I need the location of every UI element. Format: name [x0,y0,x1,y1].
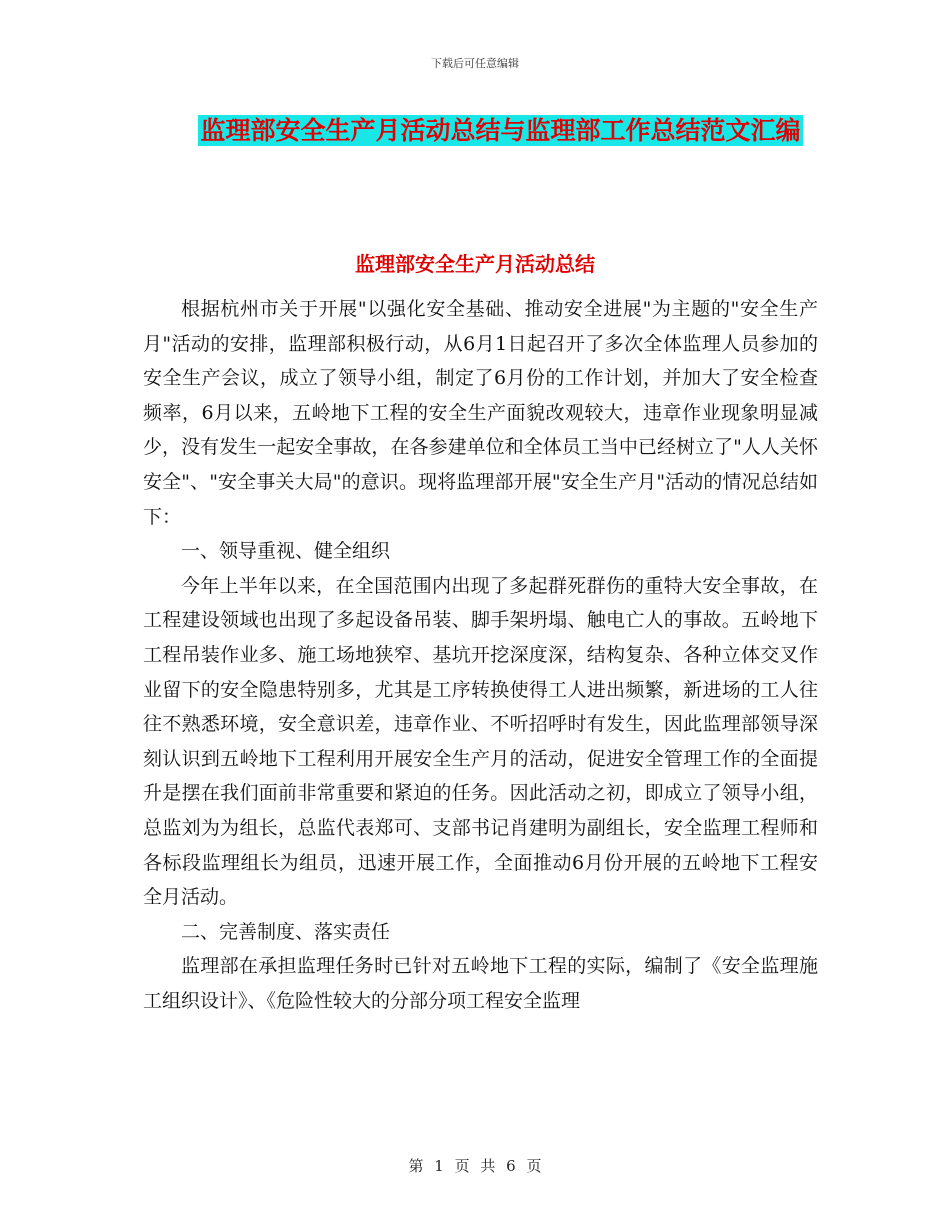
document-title-text: 监理部安全生产月活动总结与监理部工作总结范文汇编 [200,116,801,145]
page-header-note: 下载后可任意编辑 [431,57,519,70]
document-title [188,110,813,152]
section-title: 监理部安全生产月活动总结 [355,252,595,276]
document-body [143,292,818,1018]
heading-1: 一、领导重视、健全组织 [181,540,391,563]
paragraph-1: 今年上半年以来，在全国范围内出现了多起群死群伤的重特大安全事故，在工程建设领域也出现了多起设备吊装、脚手架坍塌、触电亡人的事故。五岭地下工程吊装作业多、施工场地狭窄、基坑开挖深度深，结构复杂、各种立体交叉作业留下的安全隐患特别多，尤其是工序转换使得工人进出频繁，新进场的工人往往不熟悉环境，安全意识差，违章作业、不听招呼时有发生，因此监理部领导深刻认识到五岭地下工程利用开展安全生产月的活动，促进安全管理工作的全面提升是摆在我们面前非常重要和紧迫的任务。因此活动之初，即成立了领导小组，总监刘为为组长，总监代表郑可、支部书记肖建明为副组长，安全监理工程师和各标段监理组长为组员，迅速开展工作，全面推动6月份开展的五岭地下工程安全月活动。 [143,574,818,909]
paragraph-2: 监理部在承担监理任务时已针对五岭地下工程的实际，编制了《安全监理施工组织设计》、《危险性较大的分部分项工程安全监理 [143,955,818,1012]
paragraph-intro: 根据杭州市关于开展"以强化安全基础、推动安全进展"为主题的"安全生产月"活动的安排，监理部积极行动，从6月1日起召开了多次全体监理人员参加的安全生产会议，成立了领导小组，制定了6月份的工作计划，并加大了安全检查频率，6月以来，五岭地下工程的安全生产面貌改观较大，违章作业现象明显减少，没有发生一起安全事故，在各参建单位和全体员工当中已经树立了"人人关怀安全"、"安全事关大局"的意识。现将监理部开展"安全生产月"活动的情况总结如下： [143,298,818,528]
heading-2: 二、完善制度、落实责任 [181,920,391,943]
page-footer: 第 1 页 共 6 页 [408,1157,542,1175]
